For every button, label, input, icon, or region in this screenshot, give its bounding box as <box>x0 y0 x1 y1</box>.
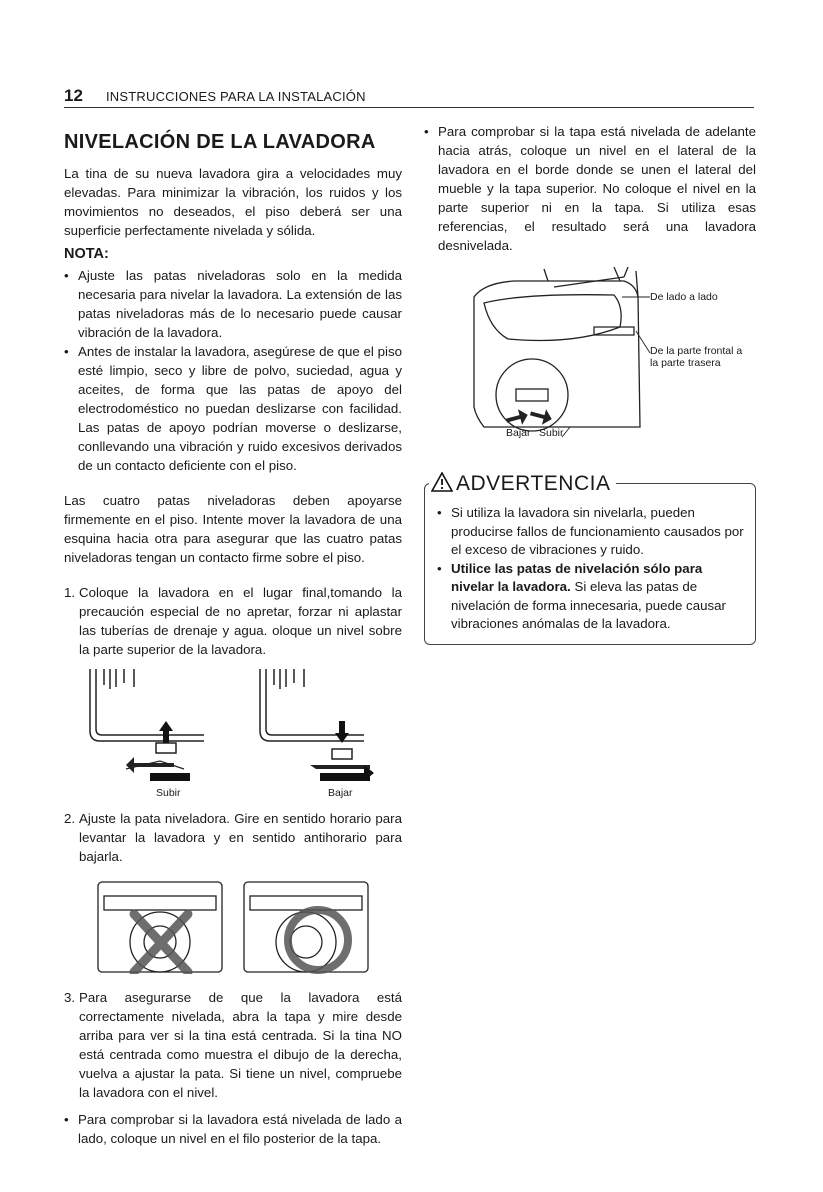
steps-list <box>64 809 402 866</box>
tub-centering-illustration <box>64 880 402 974</box>
step-number: 1. <box>64 585 76 600</box>
page-header <box>64 86 754 108</box>
fig-label-up: Subir <box>539 427 564 439</box>
nota-item: • Ajuste las patas niveladoras solo en la medida necesaria para nivelar la lavadora. La extensión de las patas niveladoras más de lo necesario puede causar vibración de la lavadora. <box>64 266 402 342</box>
fig-label-raise: Subir <box>156 787 181 799</box>
page-title: NIVELACIÓN DE LA LAVADORA <box>64 131 376 153</box>
fig-label-lower: Bajar <box>328 787 353 799</box>
left-column <box>64 130 402 1148</box>
step-number: 2. <box>64 811 76 826</box>
nota-list <box>64 266 402 475</box>
fig-label-down: Bajar <box>506 427 531 439</box>
incorrect-x-icon <box>134 914 188 972</box>
level-placement-figure <box>424 267 756 443</box>
nota-label: NOTA: <box>64 246 109 262</box>
arrow-left-icon <box>504 407 529 428</box>
warning-item <box>437 560 745 634</box>
warning-heading <box>429 472 616 496</box>
step-text: Ajuste la pata niveladora. Gire en sentido horario para levantar la lavadora y en sentido antihorario para bajarla. <box>79 811 402 864</box>
step-item <box>64 988 402 1102</box>
section-title: INSTRUCCIONES PARA LA INSTALACIÓN <box>106 89 366 104</box>
level-check-list <box>424 122 756 255</box>
nota-item: • Antes de instalar la lavadora, asegúrese de que el piso esté limpio, seco y libre de polvo, suciedad, agua y aceites, de forma que las patas de apoyo del electrodoméstico no puedan deslizarse con facilidad. Las patas de apoyo podrían moverse o deslizarse, conllevando una vibración y ruido excesivos derivados de un contacto deficiente con el piso. <box>64 342 402 475</box>
page-number: 12 <box>64 86 83 105</box>
tub-centering-figure <box>64 880 402 974</box>
warning-box <box>424 472 756 645</box>
step-item <box>64 583 402 659</box>
warning-icon <box>431 472 453 492</box>
steps-list <box>64 988 402 1102</box>
step-item <box>64 809 402 866</box>
warning-item: • Si utiliza la lavadora sin nivelarla, pueden producirse fallos de funcionamiento causados por el exceso de vibraciones y ruido. <box>437 504 745 560</box>
leveling-feet-illustration <box>64 669 402 799</box>
right-column <box>424 122 756 645</box>
step-text: Para asegurarse de que la lavadora está correctamente nivelada, abra la tapa y mire desde arriba para ver si la tina está centrada. Si la tina NO está centrada como muestra el dibujo de la derecha, vuelva a ajustar la pata. Si tiene un nivel, compruebe la lavadora con el nivel. <box>79 990 402 1100</box>
arrow-down-icon <box>335 721 349 743</box>
level-check-item: • Para comprobar si la lavadora está nivelada de lado a lado, coloque un nivel en el filo posterior de la tapa. <box>64 1110 402 1148</box>
arrow-right-icon <box>528 406 553 427</box>
warning-title: ADVERTENCIA <box>456 472 611 495</box>
fig-label-front-to-back: De la parte frontal a la parte trasera <box>650 345 743 369</box>
warning-item-emphasis: Utilice las patas de nivelación sólo para nivelar la lavadora. <box>451 560 703 594</box>
leveling-paragraph: Las cuatro patas niveladoras deben apoyarse firmemente en el piso. Intente mover la lavadora de una esquina hacia otra para asegurar que las cuatro patas niveladoras tengan un contacto firme sobre el piso. <box>64 493 402 565</box>
leveling-feet-figure <box>64 669 402 799</box>
level-check-list <box>64 1110 402 1148</box>
arrow-up-icon <box>159 721 173 743</box>
intro-paragraph: La tina de su nueva lavadora gira a velocidades muy elevadas. Para minimizar la vibración, los ruidos y los movimientos no deseados, el piso deberá ser una superficie perfectamente nivelada y sólida. <box>64 166 402 238</box>
fig-label-side-to-side: De lado a lado <box>650 291 718 303</box>
correct-circle-icon <box>288 910 348 970</box>
step-number: 3. <box>64 990 76 1005</box>
warning-item-text: Si eleva las patas de nivelación de forma innecesaria, puede causar vibraciones anómalas de la lavadora. <box>451 579 726 631</box>
step-text: Coloque la lavadora en el lugar final,tomando la precaución especial de no apretar, forzar ni aplastar las tuberías de drenaje y agua. oloque un nivel sobre la parte superior de la lavadora. <box>79 585 402 657</box>
steps-list <box>64 583 402 659</box>
warning-list <box>437 504 745 634</box>
level-check-item: • Para comprobar si la tapa está nivelada de adelante hacia atrás, coloque un nivel en el lateral de la lavadora en el borde donde se unen el lateral del mueble y la tapa superior. No coloque el nivel en la parte superior ni en la tapa. Si utiliza esas referencias, el resultado será una lavadora desnivelada. <box>424 122 756 255</box>
